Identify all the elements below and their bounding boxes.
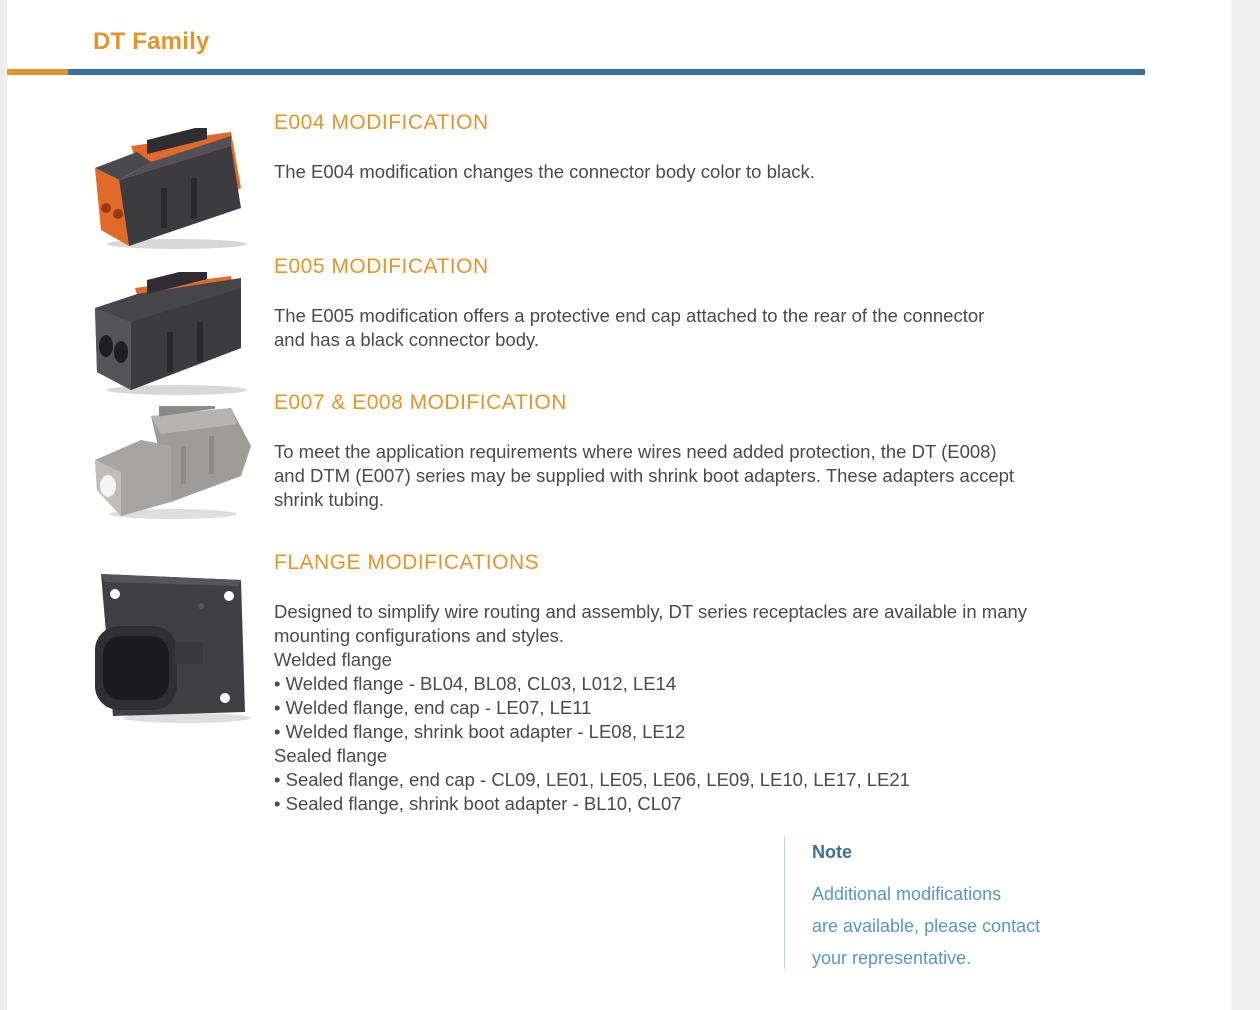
description-line: and has a black connector body.: [274, 329, 539, 350]
description-line: To meet the application requirements where wires need added protection, the DT (E008): [274, 441, 997, 462]
section-heading: E007 & E008 MODIFICATION: [274, 391, 567, 414]
description-line: Designed to simplify wire routing and assembly, DT series receptacles are available in many: [274, 601, 1028, 622]
section-description: [274, 440, 1154, 512]
note-title: Note: [812, 842, 852, 862]
section-description: [274, 600, 1154, 816]
connector-image-black-orange: [91, 128, 261, 250]
note-text: [812, 878, 1092, 974]
section-heading: E004 MODIFICATION: [274, 111, 489, 134]
description-line: and DTM (E007) series may be supplied with shrink boot adapters. These adapters accept: [274, 465, 1015, 486]
list-item: • Sealed flange, end cap - CL09, LE01, LE05, LE06, LE09, LE10, LE17, LE21: [274, 769, 910, 790]
page-title: DT Family: [93, 28, 210, 55]
title-rule-accent: [7, 69, 68, 75]
list-item: • Welded flange - BL04, BL08, CL03, L012, LE14: [274, 673, 677, 694]
section-description: [274, 160, 1154, 184]
note-divider: [784, 837, 785, 969]
section-heading: FLANGE MODIFICATIONS: [274, 551, 540, 574]
description-line: The E004 modification changes the connector body color to black.: [274, 161, 815, 182]
connector-image-black-end-cap: [91, 272, 261, 396]
note-line: are available, please contact: [812, 916, 1041, 936]
title-rule: [68, 69, 1145, 75]
flange-receptacle-image: [91, 572, 261, 724]
connector-image-gray-shrink-boot: [91, 406, 261, 520]
description-line: shrink tubing.: [274, 489, 385, 510]
list-item: • Welded flange, shrink boot adapter - LE08, LE12: [274, 721, 686, 742]
list-item: • Sealed flange, shrink boot adapter - BL10, CL07: [274, 793, 682, 814]
subheading-sealed-flange: Sealed flange: [274, 745, 388, 766]
list-item: • Welded flange, end cap - LE07, LE11: [274, 697, 592, 718]
description-line: The E005 modification offers a protective end cap attached to the rear of the connector: [274, 305, 985, 326]
note-line: your representative.: [812, 948, 972, 968]
description-line: mounting configurations and styles.: [274, 625, 565, 646]
note-line: Additional modifications: [812, 884, 1002, 904]
document-page: [7, 0, 1231, 1010]
subheading-welded-flange: Welded flange: [274, 649, 392, 670]
section-description: [274, 304, 1154, 352]
section-heading: E005 MODIFICATION: [274, 255, 489, 278]
